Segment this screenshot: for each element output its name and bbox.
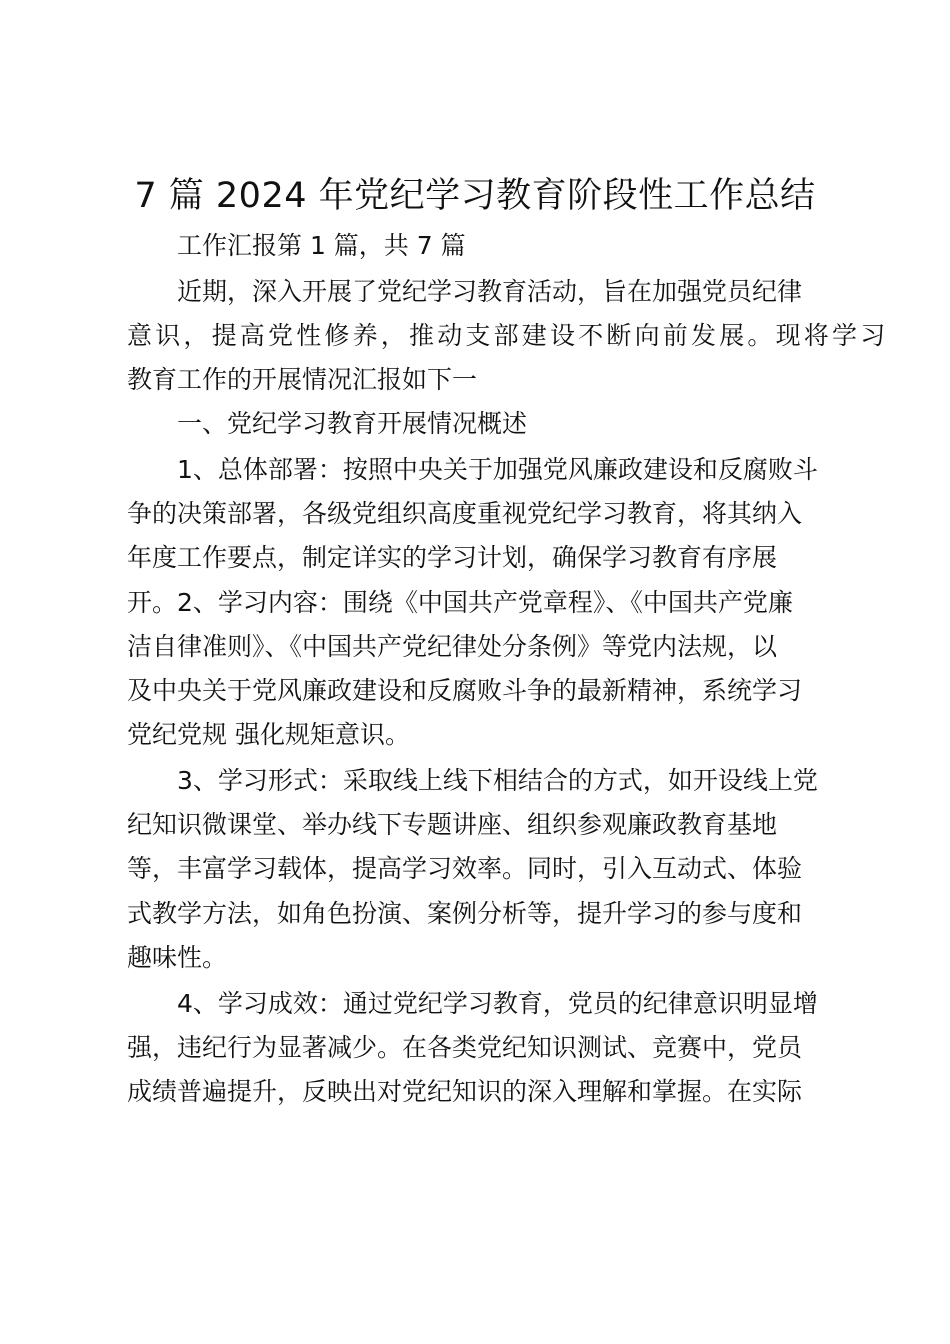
paragraph-line: 4、学习成效：通过党纪学习教育，党员的纪律意识明显增 — [177, 989, 818, 1018]
document-subtitle: 工作汇报第 1 篇，共 7 篇 — [177, 231, 466, 260]
paragraph-line: 年度工作要点，制定详实的学习计划，确保学习教育有序展 — [127, 543, 778, 572]
paragraph-line: 纪知识微课堂、举办线下专题讲座、组织参观廉政教育基地 — [127, 810, 778, 839]
paragraph-line: 开。2、学习内容：围绕《中国共产党章程》、《中国共产党廉 — [127, 588, 793, 617]
paragraph-line: 成绩普遍提升，反映出对党纪知识的深入理解和掌握。在实际 — [127, 1077, 803, 1106]
paragraph-line: 趣味性。 — [127, 943, 228, 972]
paragraph-line: 等，丰富学习载体，提高学习效率。同时，引入互动式、体验 — [127, 854, 803, 883]
paragraph-line: 近期，深入开展了党纪学习教育活动，旨在加强党员纪律 — [177, 277, 803, 306]
paragraph-line: 洁自律准则》、《中国共产党纪律处分条例》等党内法规，以 — [127, 632, 778, 661]
paragraph-line: 党纪党规 强化规矩意识。 — [127, 720, 410, 749]
section-heading: 一、党纪学习教育开展情况概述 — [177, 409, 528, 438]
paragraph-line: 强，违纪行为显著减少。在各类党纪知识测试、竞赛中，党员 — [127, 1033, 803, 1062]
paragraph-line: 及中央关于党风廉政建设和反腐败斗争的最新精神，系统学习 — [127, 676, 803, 705]
paragraph-line: 式教学方法，如角色扮演、案例分析等，提升学习的参与度和 — [127, 899, 803, 928]
paragraph-line: 争的决策部署，各级党组织高度重视党纪学习教育，将其纳入 — [127, 499, 803, 528]
paragraph-line: 教育工作的开展情况汇报如下一 — [127, 365, 478, 394]
paragraph-line: 意识，提高党性修养，推动支部建设不断向前发展。现将学习 — [127, 321, 889, 350]
document-title: 7 篇 2024 年党纪学习教育阶段性工作总结 — [134, 176, 816, 216]
paragraph-line: 3、学习形式：采取线上线下相结合的方式，如开设线上党 — [177, 766, 818, 795]
paragraph-line: 1、总体部署：按照中央关于加强党风廉政建设和反腐败斗 — [177, 455, 818, 484]
